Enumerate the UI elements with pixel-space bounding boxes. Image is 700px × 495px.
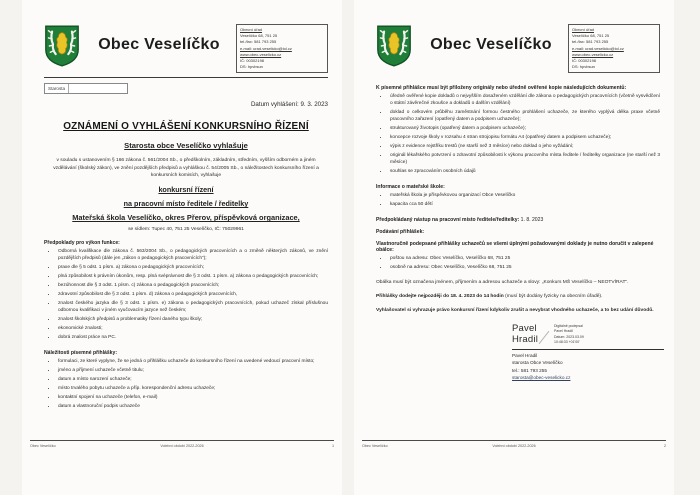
list-item: • poštou na adresu: Obec Veselíčko, Veselíčko 68, 751 25 <box>389 255 660 263</box>
documents-list <box>389 93 660 176</box>
signature-divider <box>512 349 664 350</box>
contact-ic: IČ: 00302198 <box>572 57 597 63</box>
organization-seat: se sídlem: Tupec 40, 751 25 Veselíčko, IČ: 75029961 <box>128 227 244 233</box>
list-item: • souhlas se zpracováním osobních údajů <box>389 168 660 176</box>
application-list <box>57 358 328 411</box>
start-date-label: Předpokládaný nástup na pracovní místo ředitele/ředitelky: <box>376 216 520 223</box>
list-item: • zdravotní způsobilost dle § 3 odst. 1 písm. d) zákona o pedagogických pracovnících, <box>57 291 328 299</box>
signer-phone: tel.: 581 793 255 <box>512 367 547 373</box>
list-item: • dobrá znalost práce na PC. <box>57 334 328 342</box>
contact-web-link[interactable]: www.obec-veselicko.cz <box>240 51 282 57</box>
page2-footer <box>362 440 666 448</box>
deadline-bold: Přihlášky dodejte nejpozději do 18. 4. 2023 do 14 hodin <box>376 294 504 300</box>
start-date-value: 1. 8. 2023 <box>519 216 544 223</box>
page2-header <box>376 24 660 73</box>
digital-signature-details <box>554 324 584 346</box>
list-item: • bezúhonnost dle § 3 odst. 1 písm. c) zákona o pedagogických pracovnících; <box>57 282 328 290</box>
requirements-list <box>57 248 328 341</box>
signer-name: Pavel Hradil <box>512 352 538 358</box>
page-1 <box>22 0 342 495</box>
document-subtitle: Starosta obce Veselíčko vyhlašuje <box>124 141 248 151</box>
school-info-list <box>389 192 660 209</box>
municipality-name: Obec Veselíčko <box>98 36 220 53</box>
digital-sig-line: 10:48:33 +01'00' <box>554 340 580 344</box>
list-item: • výpis z evidence rejstříku trestů (ne starší než 3 měsíce) nebo doklad o jeho vyžádání; <box>389 143 660 151</box>
digital-signature-name <box>512 323 538 346</box>
announce-procedure: konkursní řízení <box>158 185 214 195</box>
signer-role: starosta Obce Veselíčko <box>512 360 563 366</box>
contact-ds: DS: hpvbsun <box>240 64 263 70</box>
list-item: • mateřská škola je příspěvkovou organizací Obce Veselíčko <box>389 192 660 200</box>
list-item: • místo trvalého pobytu uchazeče a příp. korespondenční adresu uchazeče; <box>57 385 328 393</box>
list-item: • originál lékařského potvrzení o zdravotní způsobilosti k výkonu pracovního místa ředitele / ředitelky organizace (ne starší než 3 měsíce) <box>389 152 660 167</box>
starosta-label: Starosta <box>45 84 69 93</box>
starosta-empty-field <box>69 84 127 93</box>
footer-municipality: Obec Veselíčko <box>30 443 56 448</box>
signature-block <box>512 323 664 382</box>
contact-ic: IČ: 00302198 <box>240 57 265 63</box>
list-item: • ekonomické znalosti; <box>57 325 328 333</box>
digital-sig-line: Digitálně podepsal <box>554 323 583 328</box>
document-title: OZNÁMENÍ O VYHLÁŠENÍ KONKURSNÍHO ŘÍZENÍ <box>63 121 309 133</box>
start-date-line <box>376 217 660 223</box>
list-item: • jméno a příjmení uchazeče včetně titulu; <box>57 367 328 375</box>
list-item: • datum a vlastnoruční podpis uchazeče <box>57 403 328 411</box>
header-divider <box>44 77 328 78</box>
documents-heading: K písemné přihlášce musí být přiloženy originály nebo úředně ověřené kopie následujících dokumentů: <box>376 85 627 92</box>
signature-slash-mark <box>539 331 550 344</box>
list-item: • znalost českého jazyka dle § 3 odst. 1 písm. e) zákona o pedagogických pracovnících, pokud uchazeč získal příslušnou odbornou kvalifikaci v jiném vyučovacím jazyce než českém; <box>57 300 328 315</box>
page1-footer <box>30 440 334 448</box>
list-item: • strukturovaný životopis (opatřený datem a podpisem uchazeče); <box>389 125 660 133</box>
deadline-paragraph <box>376 293 660 300</box>
page-number: 2 <box>663 443 666 448</box>
contact-ds: DS: hpvbsun <box>572 64 595 70</box>
footer-municipality: Obec Veselíčko <box>362 443 388 448</box>
requirements-heading: Předpoklady pro výkon funkce: <box>44 240 120 247</box>
contact-phone: tel./fax: 581 793 255 <box>240 39 277 45</box>
contact-email-link[interactable]: e-mail: urad.veselicko@iol.cz <box>240 45 292 51</box>
contact-address: Veselíčko 68, 751 25 <box>240 33 278 39</box>
announce-position: na pracovní místo ředitele / ředitelky <box>123 199 249 209</box>
submission-heading: Podávání přihlášek: <box>376 228 425 235</box>
deadline-note: (musí být dodány fyzicky na obecním úřadě). <box>503 294 603 300</box>
announcement-date: Datum vyhlášení: 9. 3. 2023 <box>250 101 328 109</box>
list-item: • praxe dle § 5 odst. 1 písm. a) zákona o pedagogických pracovnících; <box>57 264 328 272</box>
list-item: • kontaktní spojení na uchazeče (telefon, e-mail) <box>57 394 328 402</box>
signature-name-line2: Hradil <box>512 334 539 346</box>
contact-address: Veselíčko 68, 751 25 <box>572 33 610 39</box>
starosta-field-box <box>44 83 128 94</box>
list-item: • formulaci, ze které vyplyne, že se jedná o přihlášku uchazeče do konkursního řízení na uvedené vedoucí pracovní místo; <box>57 358 328 366</box>
contact-box <box>568 24 660 73</box>
contact-office: Obecní úřad <box>572 27 595 32</box>
digital-sig-line: Datum: 2023.03.09 <box>554 334 584 339</box>
school-info-heading: Informace o mateřské škole: <box>376 183 445 190</box>
list-item: • datum a místo narození uchazeče; <box>57 376 328 384</box>
digital-sig-line: Pavel Hradil <box>554 329 573 334</box>
signer-email-link[interactable]: starosta@obec-veselicko.cz <box>512 375 571 381</box>
page-number: 1 <box>331 443 334 448</box>
legal-intro-paragraph: v souladu s ustanovením § 166 zákona č. 561/2004 Sb., o předškolním, základním, středním, vyšším odborném a jiném vzdělávání (školský zákon), ve znění pozdějších předpisů a vyhláškou č. 54/2005 Sb., o náležitostech konkursního řízení a konkursních komisích, vyhlašuje <box>53 158 319 179</box>
submission-instruction: Vlastnoručně podepsané přihlášky uchazečů se všemi úplnými požadovanými doklady je nutno doručit v zalepené obálce: <box>376 240 654 253</box>
list-item: • doklad o celkovém průběhu zaměstnání formou čestného prohlášení uchazeče, ze kterého vyplývá délka praxe včetně pracovního zařazení (opatřený datem a podpisem uchazeče); <box>389 109 660 124</box>
list-item: • úředně ověřené kopie dokladů o nejvyšším dosaženém vzdělání dle zákona o pedagogických pracovnících (včetně vysvědčení o státní závěrečné zkoušce a dokladů o dalším vzdělání) <box>389 93 660 108</box>
list-item: • koncepce rozvoje školy v rozsahu 4 stran strojopisu formátu A4 (opatřený datem a podpisem uchazeče); <box>389 134 660 142</box>
list-item: • plná způsobilost k právním úkonům, resp. plná svéprávnost dle § 3 odst. 1 písm. a) zákona o pedagogických pracovnících; <box>57 273 328 281</box>
submission-list <box>389 255 660 272</box>
list-item: • kapacita cca 50 dětí <box>389 201 660 209</box>
municipality-name: Obec Veselíčko <box>430 36 552 53</box>
application-heading: Náležitosti písemné přihlášky: <box>44 349 118 356</box>
coat-of-arms <box>376 24 414 73</box>
reservation-paragraph: Vyhlašovatel si vyhrazuje právo konkursní řízení kdykoliv zrušit a nevybrat vhodného uchazeče, a to bez udání důvodů. <box>376 308 654 314</box>
contact-web-link[interactable]: www.obec-veselicko.cz <box>572 51 614 57</box>
list-item: • osobně na adresu: Obec Veselíčko, Veselíčko 68, 751 25 <box>389 264 660 272</box>
envelope-paragraph: Obálka musí být označena jménem, příjmením a adresou uchazeče a slovy: „Konkurs MŠ Veselíčko – NEOTVÍRAT“. <box>376 279 629 285</box>
coat-of-arms <box>44 24 82 73</box>
page1-header <box>44 24 328 73</box>
footer-term: Volební období 2022-2026 <box>492 443 536 448</box>
list-item: • znalost školských předpisů a problematiky řízení daného typu školy; <box>57 316 328 324</box>
announce-organization: Mateřská škola Veselíčko, okres Přerov, příspěvková organizace, <box>72 213 300 223</box>
list-item: • Odborná kvalifikace dle zákona č. 563/2004 Sb., o pedagogických pracovnících a o změně některých zákonů, ve znění pozdějších předpisů (dále jen „zákon o pedagogických pracovnících“); <box>57 248 328 263</box>
contact-office: Obecní úřad <box>240 27 263 32</box>
contact-box <box>236 24 328 73</box>
signature-name-line1: Pavel <box>512 322 537 334</box>
contact-phone: tel./fax: 581 793 255 <box>572 39 609 45</box>
contact-email-link[interactable]: e-mail: urad.veselicko@iol.cz <box>572 45 624 51</box>
page-2 <box>354 0 674 495</box>
footer-term: Volební období 2022-2026 <box>160 443 204 448</box>
